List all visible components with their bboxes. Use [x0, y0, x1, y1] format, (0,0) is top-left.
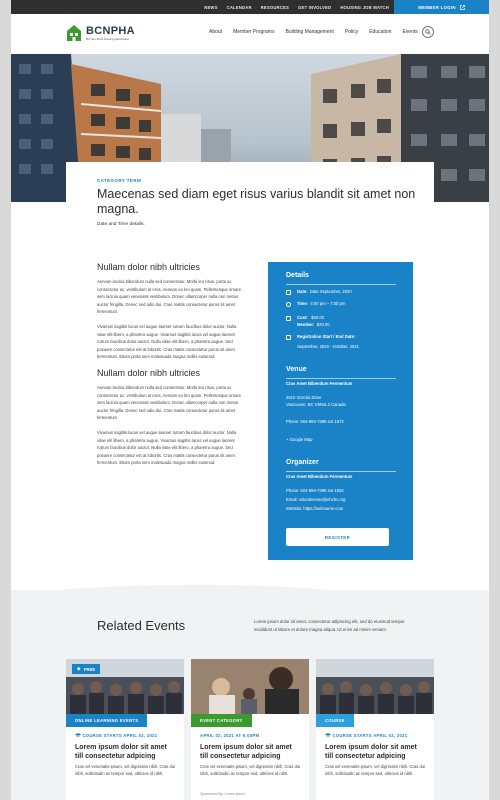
- event-card-date: [325, 733, 407, 738]
- related-events-title: Related Events: [97, 618, 186, 633]
- venue-address-1: 2610 Victoria Drive: [286, 395, 322, 400]
- utility-link-calendar[interactable]: CALENDAR: [226, 4, 252, 10]
- related-events-intro: Lorem ipsum dolor sit amet, consectetur adipiscing elit, sed do eiusmod tempor incididunt ut labore et dolore magna aliqua. Ut enim ad minim veniam.: [254, 619, 405, 632]
- content-paragraph: Vivamus sagittis lacus vel augue laoreet rutrum faucibus dolor auctor. Nulla vitae elit libero, a pharetra augue. Vivamus sagittis lacus vel augue laoreet rutrum faucibus dolor auctor. Nulla vitae elit libero, a pharetra augue. Sed posuere consectetur est at lobortis. Cras mattis consectetur purus sit amet fermentum. Etiam porta sem malesuada magna mollis euismod.: [97, 429, 237, 466]
- event-card[interactable]: [66, 659, 184, 800]
- nav-about[interactable]: About: [209, 29, 223, 35]
- event-card-description: Cras vel venenatis ipsum, vel dignissim nibh. Cras dui nibh, sollicitudin ac tempor sed, ultricies id nibh.: [325, 764, 426, 777]
- organizer-website[interactable]: Website: https://webname.com: [286, 506, 344, 511]
- event-title: Maecenas sed diam eget risus varius blandit sit amet non magna.: [97, 187, 416, 216]
- logo-subtitle: BC Non-Profit Housing Association: [86, 36, 130, 41]
- event-card-title[interactable]: Lorem ipsum dolor sit amet till consectetur adpicing: [325, 744, 417, 760]
- member-login-label: MEMBER LOGIN: [418, 4, 456, 10]
- cost-row: [297, 315, 324, 321]
- details-panel: [268, 262, 413, 560]
- member-label: Member:: [297, 322, 315, 327]
- divider: [286, 471, 396, 472]
- free-badge: [72, 664, 100, 674]
- time-value: 4:00 pm – 7:00 pm: [310, 301, 346, 306]
- member-value: $20.00: [316, 322, 330, 327]
- organizer-phone: Phone: 604-694-7498 ext 1632: [286, 488, 344, 493]
- logo-name: BCNPHA: [86, 24, 135, 37]
- date-value: Date September, 2020: [309, 289, 352, 294]
- content-paragraph: Vivamus sagittis lacus vel augue laoreet rutrum faucibus dolor auctor. Nulla vitae elit libero, a pharetra augue. Vivamus sagittis lacus vel augue laoreet rutrum faucibus dolor auctor. Nulla vitae elit libero, a pharetra augue. Sed posuere consectetur est at lobortis. Cras mattis consectetur purus sit amet fermentum. Etiam porta sem malesuada magna mollis euismod.: [97, 323, 237, 360]
- register-button[interactable]: REGISTER: [286, 528, 389, 546]
- clock-icon: [286, 302, 291, 307]
- event-title-card: [66, 162, 434, 242]
- venue-phone: Phone: 604-694-7498 ext 1672: [286, 419, 344, 424]
- graduation-cap-icon: [325, 733, 331, 737]
- utility-link-news[interactable]: NEWS: [204, 4, 218, 10]
- nav-events[interactable]: Events: [402, 29, 418, 35]
- registration-label: Registration Start / End Date:: [297, 334, 356, 339]
- event-card-description: Cras vel venenatis ipsum, vel dignissim nibh. Cras dui nibh, sollicitudin ac tempor sed, ultricies id nibh.: [200, 764, 301, 777]
- event-card-date: APRIL 02, 2021 AT 6:00PM: [200, 733, 260, 738]
- tag-icon: [77, 667, 81, 671]
- event-card-image: [191, 659, 309, 714]
- graduation-cap-icon: [75, 733, 81, 737]
- details-heading: Details: [286, 272, 309, 279]
- free-label: FREE: [84, 666, 96, 672]
- category-term[interactable]: CATEGORY TERM: [97, 178, 142, 183]
- search-icon: [425, 29, 431, 35]
- event-card-description: Cras vel venenatis ipsum, vel dignissim nibh. Cras dui nibh, sollicitudin ac tempor sed, ultricies id nibh.: [75, 764, 176, 777]
- nav-member-programs[interactable]: Member Programs: [233, 29, 275, 35]
- time-row: [297, 301, 345, 307]
- utility-link-housing-job-match[interactable]: HOUSING JOB MATCH: [340, 4, 389, 10]
- organizer-email[interactable]: Email: volunteervan@ehcbc.org: [286, 497, 346, 502]
- nav-policy[interactable]: Policy: [344, 29, 359, 35]
- page: [11, 0, 489, 800]
- event-card-title[interactable]: Lorem ipsum dolor sit amet till consectetur adpicing: [200, 744, 292, 760]
- search-button[interactable]: [422, 26, 434, 38]
- external-link-icon: [460, 5, 465, 10]
- nav-building-management[interactable]: Building Management: [285, 29, 334, 35]
- organizer-name-text: Cras Amet Bibendum Fermentum: [286, 474, 353, 479]
- content-heading-2: Nullam dolor nibh ultricies: [97, 367, 201, 378]
- date-row: [297, 289, 352, 295]
- organizer-heading: Organizer: [286, 459, 319, 466]
- divider: [286, 378, 396, 379]
- money-icon: [286, 316, 291, 321]
- house-logo-icon: [66, 24, 82, 42]
- event-card-image: [316, 659, 434, 714]
- event-card-date: [75, 733, 157, 738]
- utility-link-get-involved[interactable]: GET INVOLVED: [298, 4, 332, 10]
- content-heading-1: Nullam dolor nibh ultricies: [97, 262, 201, 272]
- content-paragraph: Aenean lacinia bibendum nulla sed consectetur. Morbi leo risus, porta ac consectetur ac, vestibulum at eros. Aenean eu leo quam. Pellentesque ornare sem lacinia quam venenatis vestibulum. Donec ullamcorper nulla non metus auctor fringilla. Donec sed odio dui. Cras mattis consectetur purus sit amet fermentum.: [97, 384, 242, 421]
- event-card[interactable]: [316, 659, 434, 800]
- venue-name-text: Cras Amet Bibendum Fermentum: [286, 381, 353, 386]
- utility-links: [204, 0, 389, 14]
- date-label: Date:: [297, 289, 308, 294]
- cost-label: Cost:: [297, 315, 308, 320]
- event-card-date-text: COURSE STARTS APRIL 02, 2021: [332, 733, 408, 738]
- registration-value: September, 2020 - October, 2021: [297, 344, 359, 349]
- nav-education[interactable]: Education: [369, 29, 392, 35]
- divider: [286, 284, 396, 285]
- venue-address-2: Vancouver, BC V5N4L2 Canada: [286, 402, 346, 407]
- main-nav: [209, 29, 418, 35]
- time-label: Time:: [297, 301, 309, 306]
- member-cost-row: [297, 322, 330, 328]
- site-header: [11, 14, 489, 54]
- registration-row: [297, 334, 397, 340]
- event-card-title[interactable]: Lorem ipsum dolor sit amet till consectetur adpicing: [75, 744, 167, 760]
- event-card-sponsor: Sponsored By: Lorem ipsum: [200, 792, 246, 796]
- cost-value: $30.00: [311, 315, 325, 320]
- organizer-name: [286, 474, 352, 480]
- calendar-icon: [286, 290, 291, 295]
- event-card-tag[interactable]: ONLINE LEARNING EVENTS: [66, 714, 147, 727]
- content-paragraph: Aenean lacinia bibendum nulla sed consectetur. Morbi leo risus, porta ac consectetur ac, vestibulum at eros. Aenean eu leo quam. Pellentesque ornare sem lacinia quam venenatis vestibulum. Donec ullamcorper nulla non metus auctor fringilla. Donec sed odio dui. Cras mattis consectetur purus sit amet fermentum.: [97, 279, 242, 315]
- utility-bar: [11, 0, 489, 14]
- event-card[interactable]: [191, 659, 309, 800]
- date-details: Date and Time details.: [97, 222, 145, 227]
- venue-heading: Venue: [286, 366, 307, 373]
- event-card-tag[interactable]: COURSE: [316, 714, 354, 727]
- google-map-link[interactable]: + Google Map: [286, 437, 313, 442]
- site-logo[interactable]: [66, 24, 135, 42]
- event-card-tag[interactable]: EVENT CATEGORY: [191, 714, 252, 727]
- member-login-button[interactable]: [394, 0, 489, 14]
- event-card-date-text: COURSE STARTS APRIL 02, 2021: [82, 733, 158, 738]
- registration-icon: [286, 335, 291, 340]
- event-description: [97, 262, 242, 474]
- venue-name: [286, 381, 352, 387]
- utility-link-resources[interactable]: RESOURCES: [260, 4, 290, 10]
